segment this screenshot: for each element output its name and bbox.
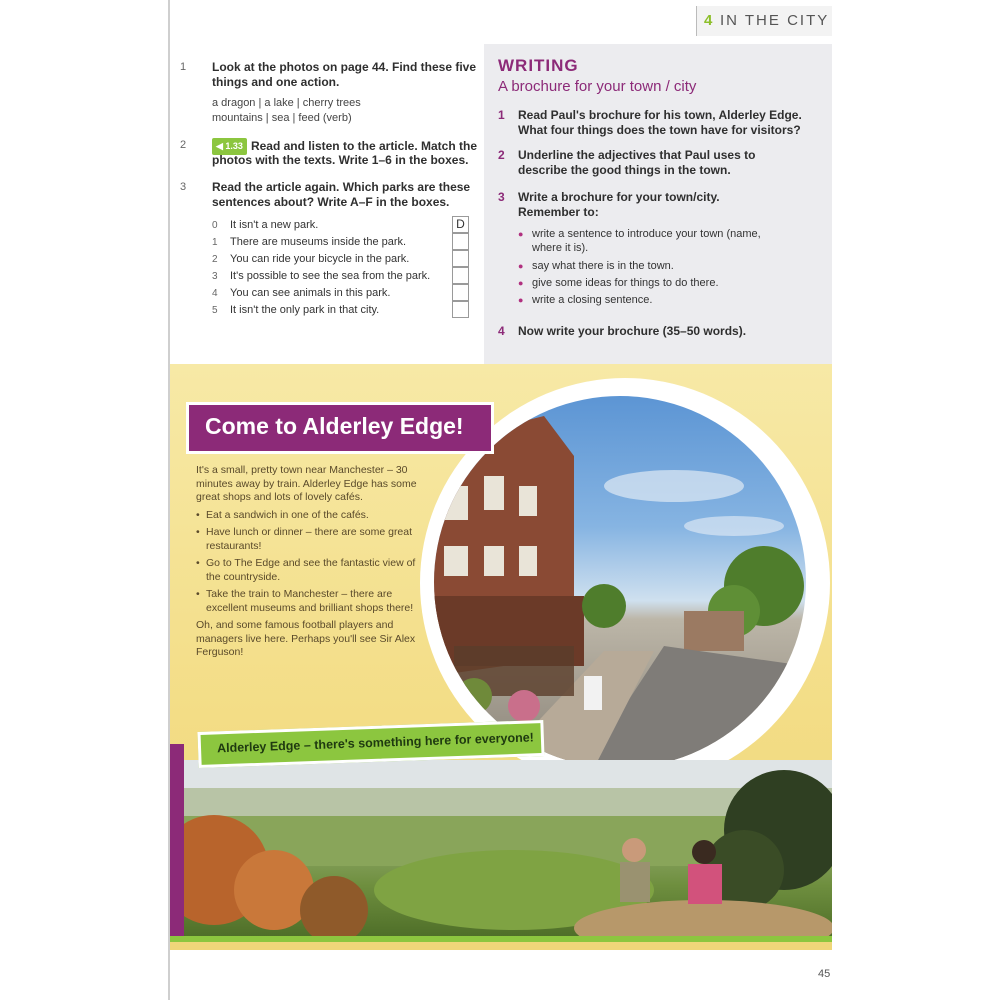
left-margin (0, 0, 168, 1000)
writing-item-text: What four things does the town have for visitors? (518, 123, 801, 137)
brochure-list-item: • Go to The Edge and see the fantastic view of the countryside. (206, 557, 424, 584)
brochure-list-item: • Take the train to Manchester – there are excellent museums and brilliant shops there! (206, 588, 424, 615)
brochure-list-item: • Have lunch or dinner – there are some great restaurants! (206, 526, 424, 553)
writing-item-text: Write a brochure for your town/city. (518, 190, 720, 204)
audio-track-badge[interactable]: ◀ 1.33 (212, 138, 247, 155)
decorative-band (168, 744, 184, 942)
brochure-tagline: Alderley Edge – there's something here for everyone! (216, 730, 535, 756)
exercise-number: 1 (180, 61, 187, 73)
sentence-item (212, 269, 430, 284)
sentence-item (212, 218, 318, 233)
writing-item-text: describe the good things in the town. (518, 163, 731, 177)
sentence-number: 4 (212, 288, 218, 299)
brochure (168, 364, 832, 950)
word-list: mountains | sea | feed (verb) (212, 112, 352, 124)
sentence-text: You can ride your bicycle in the park. (230, 253, 410, 265)
exercise-number: 2 (180, 139, 187, 151)
countryside-photo (184, 760, 832, 938)
writing-item-text: Underline the adjectives that Paul uses to (518, 148, 756, 162)
unit-number: 4 (704, 12, 713, 29)
exercise-2 (180, 138, 480, 170)
writing-bullet: ● write a closing sentence. (518, 294, 653, 306)
writing-item-number: 4 (498, 324, 505, 338)
answer-box[interactable] (452, 233, 469, 250)
writing-bullet: ● say what there is in the town. (518, 260, 674, 272)
writing-item-number: 3 (498, 190, 505, 204)
exercise-instruction: photos with the texts. Write 1–6 in the boxes. (212, 153, 469, 167)
answer-box[interactable] (452, 267, 469, 284)
writing-bullet-text: give some ideas for things to do there. (532, 277, 719, 289)
sentence-text: You can see animals in this park. (230, 287, 391, 299)
exercise-instruction: Read the article again. Which parks are these (212, 180, 471, 194)
exercise-number: 3 (180, 181, 187, 193)
writing-item-text: Remember to: (518, 205, 599, 219)
sentence-item (212, 252, 409, 267)
writing-bullet-text: write a closing sentence. (532, 294, 653, 306)
sentence-item (212, 286, 390, 301)
writing-bullet-continued: where it is). (532, 242, 589, 254)
writing-bullet-text: say what there is in the town. (532, 260, 674, 272)
writing-panel (484, 44, 832, 366)
right-margin (832, 0, 1000, 1000)
writing-item-number: 2 (498, 148, 505, 162)
exercise-instruction: sentences about? Write A–F in the boxes. (212, 195, 450, 209)
exercise-1 (180, 60, 480, 130)
sentence-number: 1 (212, 237, 218, 248)
writing-item-text: Now write your brochure (35–50 words). (518, 324, 747, 338)
answer-box[interactable] (452, 250, 469, 267)
sentence-item (212, 235, 406, 250)
sentence-number: 3 (212, 271, 218, 282)
unit-title: IN THE CITY (720, 12, 830, 29)
page-edge (168, 0, 170, 1000)
exercise-instruction: Look at the photos on page 44. Find these five (212, 60, 477, 74)
brochure-list (196, 509, 424, 616)
exercise-instruction-text: Read and listen to the article. Match the (250, 139, 477, 153)
decorative-band (168, 936, 832, 942)
answer-box[interactable]: D (452, 216, 469, 233)
writing-bullet: ● give some ideas for things to do there. (518, 277, 719, 289)
countryside-illustration (184, 760, 832, 938)
brochure-title: Come to Alderley Edge! (205, 413, 464, 439)
textbook-page (168, 0, 832, 1000)
brochure-closing: Oh, and some famous football players and managers live here. Perhaps you'll see Sir Alex Ferguson! (196, 619, 416, 658)
answer-box[interactable] (452, 301, 469, 318)
page-number: 45 (818, 968, 831, 980)
exercise-instruction: things and one action. (212, 75, 340, 89)
brochure-text (196, 464, 424, 664)
answer-box[interactable] (452, 284, 469, 301)
writing-item-text: Read Paul's brochure for his town, Alderley Edge. (518, 108, 802, 122)
writing-item-number: 1 (498, 108, 505, 122)
sentence-number: 0 (212, 220, 218, 231)
sentence-text: It isn't a new park. (230, 219, 319, 231)
sentence-item (212, 303, 379, 318)
sentence-text: It's possible to see the sea from the park. (230, 270, 431, 282)
audio-track-number: 1.33 (225, 141, 243, 151)
writing-bullet-text: write a sentence to introduce your town (name, (532, 228, 761, 240)
writing-bullet: ● write a sentence to introduce your town (name, (518, 228, 761, 240)
sentence-number: 5 (212, 305, 218, 316)
sentence-number: 2 (212, 254, 218, 265)
exercise-3 (180, 180, 480, 320)
sentence-text: There are museums inside the park. (230, 236, 407, 248)
brochure-list-item: • Eat a sandwich in one of the cafés. (206, 509, 424, 523)
brochure-title-bar (186, 402, 494, 454)
writing-heading: WRITING (498, 56, 579, 75)
writing-subheading: A brochure for your town / city (498, 78, 697, 95)
word-list: a dragon | a lake | cherry trees (212, 97, 361, 109)
brochure-intro: It's a small, pretty town near Manchester – 30 minutes away by train. Alderley Edge has some great shops and lots of lovely cafés. (196, 464, 417, 503)
sentence-text: It isn't the only park in that city. (230, 304, 380, 316)
